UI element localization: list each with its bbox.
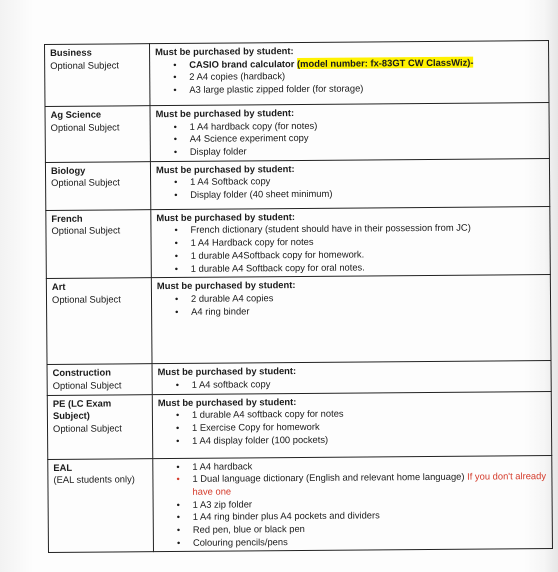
requirements-header: Must be purchased by student: [156, 210, 295, 223]
subject-requirements-table [44, 40, 553, 553]
subject-name: Art [51, 281, 66, 293]
item-text-bold: CASIO brand calculator [189, 57, 298, 70]
subject-note: Optional Subject [50, 121, 120, 133]
item-text: 1 A4 Softback copy [190, 175, 271, 188]
subject-note: Optional Subject [52, 379, 122, 391]
item-text: 1 A4 ring binder plus A4 pockets and dividers [192, 509, 380, 523]
subject-name: Business [50, 46, 92, 58]
subject-cell [45, 44, 150, 107]
table-row-construction [47, 361, 551, 395]
requirement-item [180, 186, 545, 202]
item-text: 2 durable A4 copies [190, 292, 274, 304]
item-text: 1 durable A4Softback copy for homework. [190, 248, 365, 261]
requirements-list [156, 118, 545, 159]
item-text: A4 ring binder [191, 304, 250, 317]
requirements-list [155, 56, 544, 97]
requirements-cell [150, 41, 549, 106]
subject-cell [48, 458, 154, 553]
requirements-header: Must be purchased by student: [155, 45, 294, 58]
table-row-art [46, 275, 551, 365]
item-text: French dictionary (student should have in their possession from JC) [190, 222, 471, 236]
requirements-header: Must be purchased by student: [157, 395, 297, 408]
item-text: 1 A3 zip folder [192, 498, 253, 510]
table-row-business [45, 41, 549, 107]
requirement-item [182, 470, 547, 498]
subject-note: Optional Subject [50, 59, 120, 71]
subject-name: Construction [52, 366, 111, 379]
requirement-item [180, 143, 545, 159]
requirements-list [156, 174, 545, 202]
requirements-cell [151, 206, 551, 278]
subject-name: Biology [50, 164, 86, 176]
requirements-list [156, 222, 545, 276]
item-text: Display folder (40 sheet minimum) [190, 187, 333, 200]
requirement-item [181, 260, 546, 276]
item-text: Red pen, blue or black pen [192, 522, 305, 535]
item-text: 1 A4 hardback copy (for notes) [189, 119, 318, 132]
subject-note: Optional Subject [51, 224, 121, 237]
requirements-header: Must be purchased by student: [155, 107, 295, 120]
subject-note: Optional Subject [51, 176, 120, 189]
item-text: A3 large plastic zipped folder (for storage) [189, 82, 364, 95]
requirements-cell [150, 103, 549, 162]
requirements-header: Must be purchased by student: [157, 365, 297, 378]
item-text: Display folder [189, 145, 247, 157]
subject-name: EAL [53, 461, 73, 473]
item-text: 1 A4 Hardback copy for notes [190, 236, 314, 248]
requirements-header: Must be purchased by student: [156, 279, 296, 292]
table-row-biology [45, 158, 549, 210]
item-text: 1 durable A4 softback copy for notes [191, 407, 344, 421]
table-row-french [46, 206, 551, 278]
requirement-item [182, 432, 547, 448]
subject-cell [46, 278, 152, 365]
red-note-text: If you don't already have one [192, 470, 547, 497]
requirements-cell [151, 275, 551, 364]
subject-name: French [51, 212, 83, 224]
item-text: 1 Dual language dictionary (English and relevant home language) [192, 470, 468, 485]
requirements-cell [153, 455, 553, 552]
subject-note: Optional Subject [51, 293, 121, 305]
requirements-cell [152, 391, 551, 458]
requirements-header: Must be purchased by student: [155, 162, 295, 175]
table-row-eal [48, 455, 553, 553]
item-text: 1 A4 display folder (100 pockets) [192, 433, 329, 446]
subject-name: PE (LC Exam Subject) [52, 397, 112, 422]
requirements-list [158, 458, 548, 550]
subject-note: Optional Subject [52, 422, 122, 434]
item-text: 1 A4 softback copy [191, 378, 271, 390]
subject-cell [45, 106, 150, 163]
item-text: 1 A4 hardback [192, 459, 253, 472]
requirements-list [158, 376, 547, 392]
table-row-ag-science [45, 103, 549, 163]
item-text: Colouring pencils/pens [192, 535, 288, 548]
highlighted-model-number: (model number: fx-83GT CW ClassWiz)- [296, 56, 474, 69]
item-text: 1 durable A4 Softback copy for oral notes. [190, 260, 365, 274]
item-text: 1 Exercise Copy for homework [191, 420, 320, 433]
table-body [45, 41, 553, 553]
requirement-item [183, 534, 548, 550]
subject-cell [47, 364, 152, 395]
requirements-cell [152, 361, 551, 395]
subject-cell [46, 209, 152, 278]
subject-cell [47, 394, 152, 459]
requirements-list [158, 406, 547, 447]
subject-name: Ag Science [50, 108, 102, 120]
requirement-item [181, 303, 546, 319]
item-text: 2 A4 copies (hardback) [189, 70, 286, 83]
requirements-list [157, 290, 546, 318]
requirements-cell [150, 158, 549, 209]
requirement-item [182, 376, 547, 392]
table-row-pe [47, 391, 551, 459]
subject-cell [45, 161, 150, 210]
subject-note: (EAL students only) [53, 473, 135, 486]
item-text: A4 Science experiment copy [189, 132, 309, 145]
requirement-item [179, 81, 544, 97]
